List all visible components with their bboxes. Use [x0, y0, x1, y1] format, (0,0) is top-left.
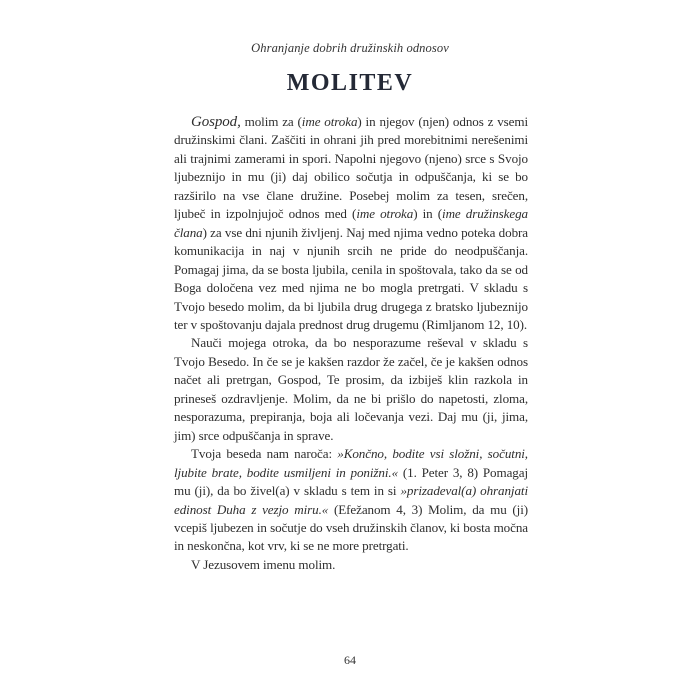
running-header: Ohranjanje dobrih družinskih odnosov — [251, 41, 449, 55]
paragraph — [174, 113, 528, 334]
chapter-title: MOLITEV — [286, 70, 414, 96]
text-run: ime otroka — [301, 114, 358, 129]
text-run: ) in njegov (njen) odnos z vsemi družinskimi člani. Zaščiti in ohrani jih pred morebitnimi nerešenimi ali trajnimi zamerami in spori. Napolni njegovo (njeno) srce s Svojo ljubeznijo in mu (ji) daj obilico sočutja in odpuščanja, ki se bo razširilo na vse člane družine. Posebej molim za tesen, srečen, ljubeč in izpolnjujoč odnos med ( — [174, 114, 528, 222]
text-run: »Končno, bodite vsi složni, sočutni, ljubite brate, bodite usmiljeni in ponižni.« — [174, 446, 528, 480]
page-number: 64 — [344, 653, 356, 667]
paragraph — [174, 334, 528, 445]
text-run: (Efežanom 4, 3) Molim, da mu (ji) vcepiš ljubezen in sočutje do vseh družinskih članov, ki bosta močna in neskončna, kot vrv, ki se ne more pretrgati. — [174, 501, 528, 554]
paragraph — [174, 556, 528, 574]
text-run: Nauči mojega otroka, da bo nesporazume reševal v skladu s Tvojo Besedo. In če se je kakšen razdor že začel, če je kakšen odnos načet ali pretrgan, Gospod, Te prosim, da izbiješ klin razkola in prineseš ozdravljenje. Molim, da ne bi prišlo do napetosti, zloma, nesporazuma, prepiranja, boja ali ločevanja vezi. Daj mu (ji, jima, jim) srce odpuščanja in sprave. — [174, 335, 528, 443]
text-run: Gospod, — [191, 114, 241, 130]
text-run: ime družinskega člana — [174, 206, 528, 240]
text-run: V Jezusovem imenu molim. — [191, 556, 336, 572]
text-run: ) za vse dni njunih življenj. Naj med njima vedno poteka dobra komunikacija in naj v njunih srcih ne pride do neodpuščanja. Pomagaj jima, da se bosta ljubila, cenila in spoštovala, tako da se od Boga določena vez med njima ne bo mogla pretrgati. V skladu s Tvojo besedo molim, da bi ljubila drug drugega z bratsko ljubeznijo ter v spoštovanju dajala prednost drug drugemu (Rimljanom 12, 10). — [174, 224, 528, 332]
paragraph — [174, 445, 528, 556]
text-run: Tvoja beseda nam naroča: — [191, 446, 338, 462]
text-run: ime otroka — [356, 206, 414, 222]
text-run: molim za ( — [240, 114, 302, 129]
text-run: (1. Peter 3, 8) Pomagaj mu (ji), da bo živel(a) v skladu s tem in si — [174, 464, 528, 499]
text-run: »prizadeval(a) ohranjati edinost Duha z vezjo miru.« — [174, 483, 528, 517]
body-text — [174, 113, 528, 574]
text-run: ) in ( — [413, 206, 443, 222]
